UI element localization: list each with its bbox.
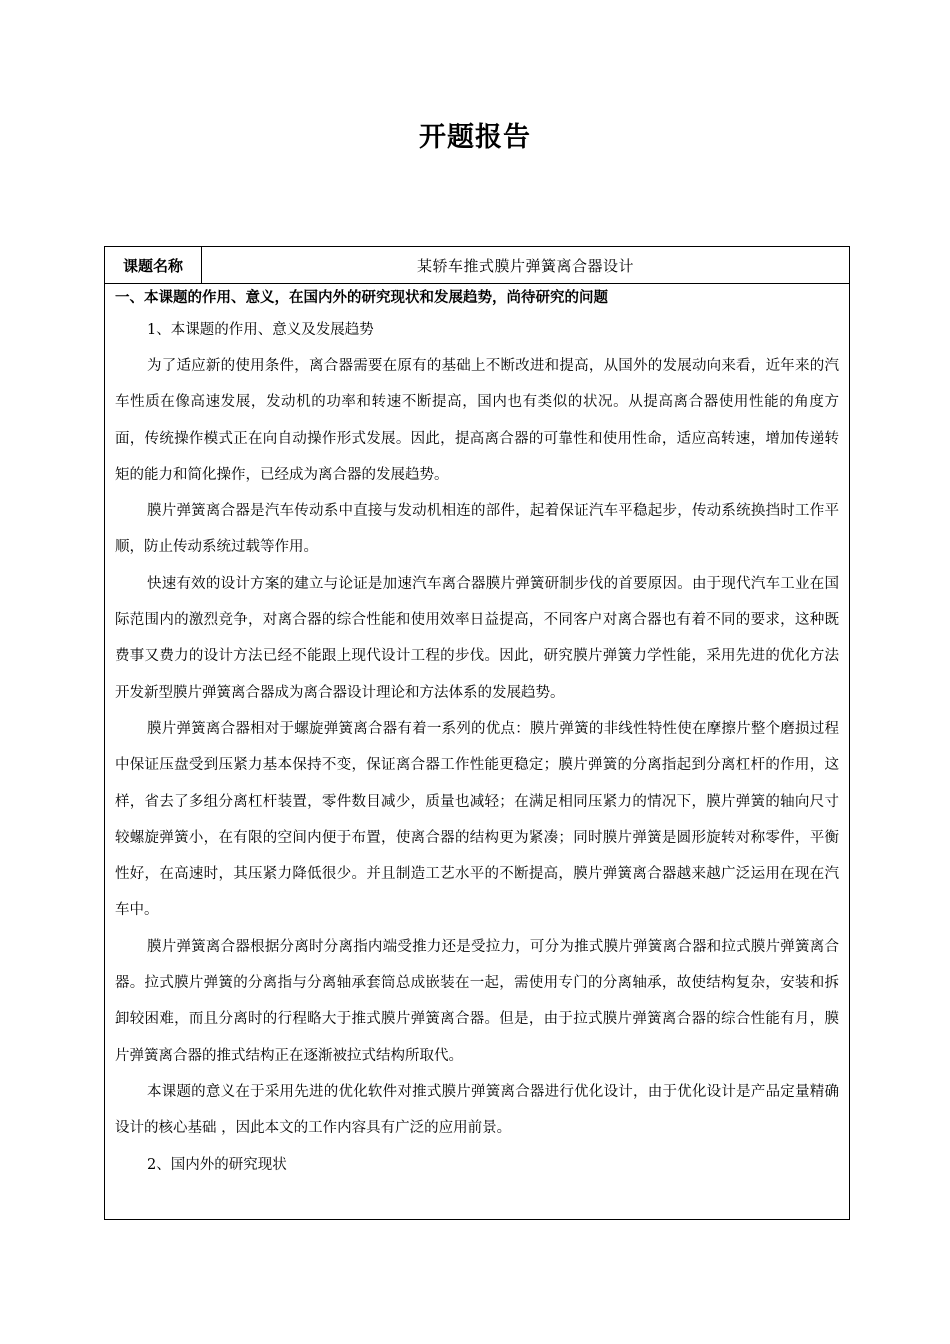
paragraph: 膜片弹簧离合器是汽车传动系中直接与发动机相连的部件，起着保证汽车平稳起步，传动系统换挡时工作平顺，防止传动系统过载等作用。 bbox=[115, 503, 839, 556]
section-content bbox=[105, 284, 849, 1183]
paragraph: 本课题的意义在于采用先进的优化软件对推式膜片弹簧离合器进行优化设计，由于优化设计是产品定量精确设计的核心基础 ，因此本文的工作内容具有广泛的应用前景。 bbox=[115, 1083, 839, 1137]
report-table bbox=[104, 246, 850, 1220]
topic-label: 课题名称 bbox=[105, 247, 202, 283]
topic-row bbox=[105, 247, 849, 284]
section-heading: 一、本课题的作用、意义，在国内外的研究现状和发展趋势，尚待研究的问题 bbox=[115, 290, 608, 306]
subheading-purpose: 1、本课题的作用、意义及发展趋势 bbox=[147, 322, 374, 338]
paragraph: 为了适应新的使用条件，离合器需要在原有的基础上不断改进和提高，从国外的发展动向来看，近年来的汽车性质在像高速发展，发动机的功率和转速不断提高，国内也有类似的状况。从提高离合器使用性能的角度方面，传统操作模式正在向自动操作形式发展。因此，提高离合器的可靠性和使用性命，适应高转速，增加传递转矩的能力和简化操作，已经成为离合器的发展趋势。 bbox=[115, 358, 839, 483]
paragraph: 膜片弹簧离合器相对于螺旋弹簧离合器有着一系列的优点：膜片弹簧的非线性特性使在摩擦片整个磨损过程中保证压盘受到压紧力基本保持不变，保证离合器工作性能更稳定；膜片弹簧的分离指起到分离杠杆的作用，这样，省去了多组分离杠杆装置，零件数目减少，质量也减轻；在满足相同压紧力的情况下，膜片弹簧的轴向尺寸较螺旋弹簧小，在有限的空间内便于布置，使离合器的结构更为紧凑；同时膜片弹簧是圆形旋转对称零件，平衡性好，在高速时，其压紧力降低很少。并且制造工艺水平的不断提高，膜片弹簧离合器越来越广泛运用在现在汽车中。 bbox=[115, 720, 839, 919]
subheading-research-status: 2、国内外的研究现状 bbox=[147, 1156, 287, 1173]
topic-value: 某轿车推式膜片弹簧离合器设计 bbox=[416, 256, 634, 275]
paragraph: 膜片弹簧离合器根据分离时分离指内端受推力还是受拉力，可分为推式膜片弹簧离合器和拉式膜片弹簧离合器。拉式膜片弹簧的分离指与分离轴承套筒总成嵌装在一起，需使用专门的分离轴承，故使结构复杂，安装和拆卸较困难，而且分离时的行程略大于推式膜片弹簧离合器。但是，由于拉式膜片弹簧离合器的综合性能有月，膜片弹簧离合器的推式结构正在逐渐被拉式结构所取代。 bbox=[115, 938, 839, 1064]
document-title: 开题报告 bbox=[419, 122, 531, 153]
paragraph: 快速有效的设计方案的建立与论证是加速汽车离合器膜片弹簧研制步伐的首要原因。由于现代汽车工业在国际范围内的激烈竞争，对离合器的综合性能和使用效率日益提高，不同客户对离合器也有着不同的要求，这种既费事又费力的设计方法已经不能跟上现代设计工程的步伐。因此，研究膜片弹簧力学性能，采用先进的优化方法开发新型膜片弹簧离合器成为离合器设计理论和方法体系的发展趋势。 bbox=[115, 575, 839, 701]
